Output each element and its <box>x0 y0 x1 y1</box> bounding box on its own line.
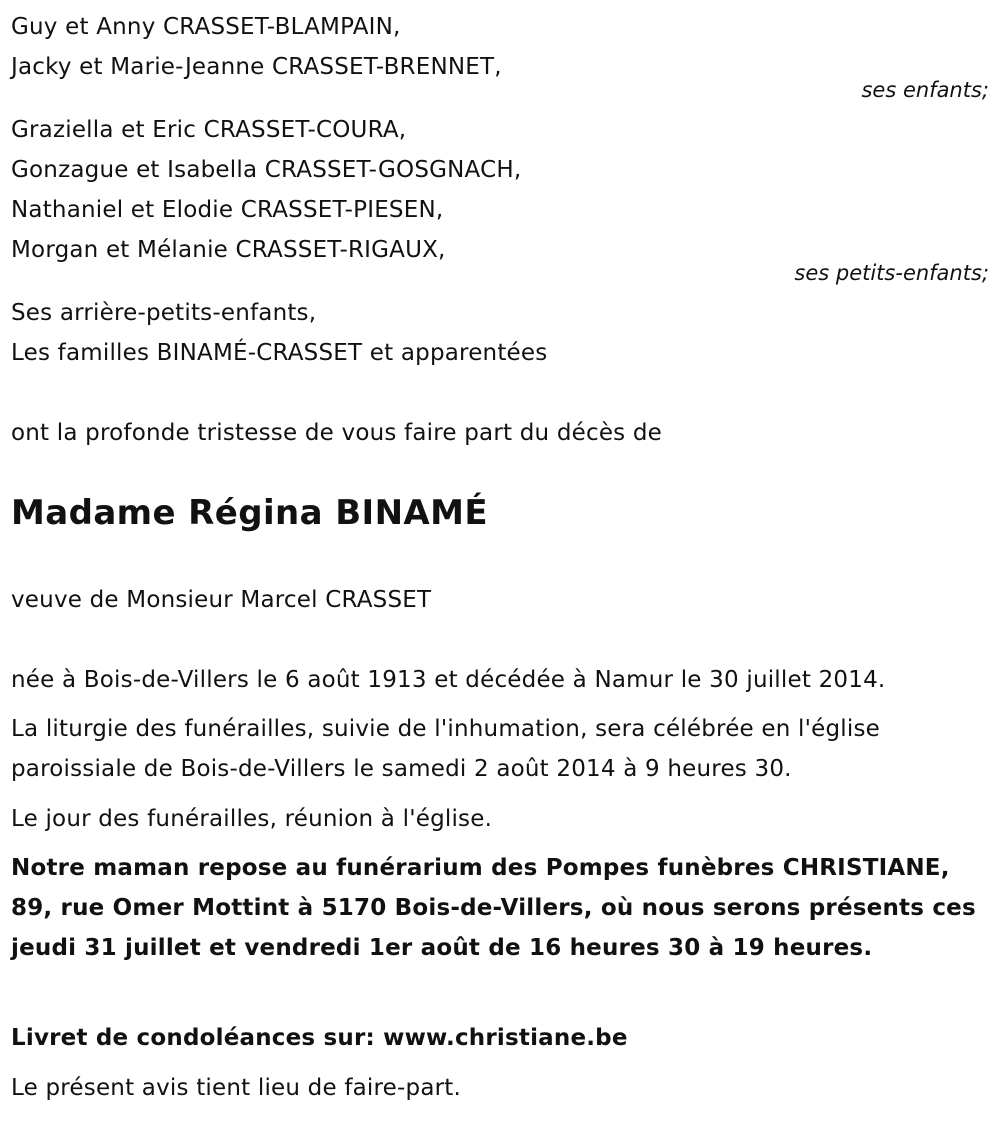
grandchild-line-2: Gonzague et Isabella CRASSET-GOSGNACH, <box>11 157 522 183</box>
child-line-2: Jacky et Marie-Jeanne CRASSET-BRENNET, <box>11 54 502 80</box>
grandchild-line-1: Graziella et Eric CRASSET-COURA, <box>11 117 407 143</box>
birth-death-text: née à Bois-de-Villers le 6 août 1913 et décédée à Namur le 30 juillet 2014. <box>11 667 886 693</box>
child-line-1: Guy et Anny CRASSET-BLAMPAIN, <box>11 14 401 40</box>
announcement-text: ont la profonde tristesse de vous faire part du décès de <box>11 420 663 446</box>
children-role: ses enfants; <box>861 78 989 102</box>
families-line: Les familles BINAMÉ-CRASSET et apparentées <box>11 340 548 366</box>
grandchildren-role: ses petits-enfants; <box>794 261 989 285</box>
grandchild-line-4: Morgan et Mélanie CRASSET-RIGAUX, <box>11 237 446 263</box>
meeting-text: Le jour des funérailles, réunion à l'église. <box>11 806 493 832</box>
condolences-text: Livret de condoléances sur: www.christiane.be <box>11 1025 628 1051</box>
great-grandchildren-line: Ses arrière-petits-enfants, <box>11 300 317 326</box>
closing-text: Le présent avis tient lieu de faire-part. <box>11 1075 462 1101</box>
widow-of-text: veuve de Monsieur Marcel CRASSET <box>11 587 432 613</box>
deceased-name: Madame Régina BINAMÉ <box>11 493 488 533</box>
grandchild-line-3: Nathaniel et Elodie CRASSET-PIESEN, <box>11 197 444 223</box>
funerarium-paragraph: Notre maman repose au funérarium des Pompes funèbres CHRISTIANE, 89, rue Omer Mottint à 5170 Bois-de-Villers, où nous serons présents ces jeudi 31 juillet et vendredi 1er août de 16 heures 30 à 19 heures. <box>11 855 976 961</box>
liturgy-paragraph: La liturgie des funérailles, suivie de l'inhumation, sera célébrée en l'église paroissiale de Bois-de-Villers le samedi 2 août 2014 à 9 heures 30. <box>11 716 881 782</box>
